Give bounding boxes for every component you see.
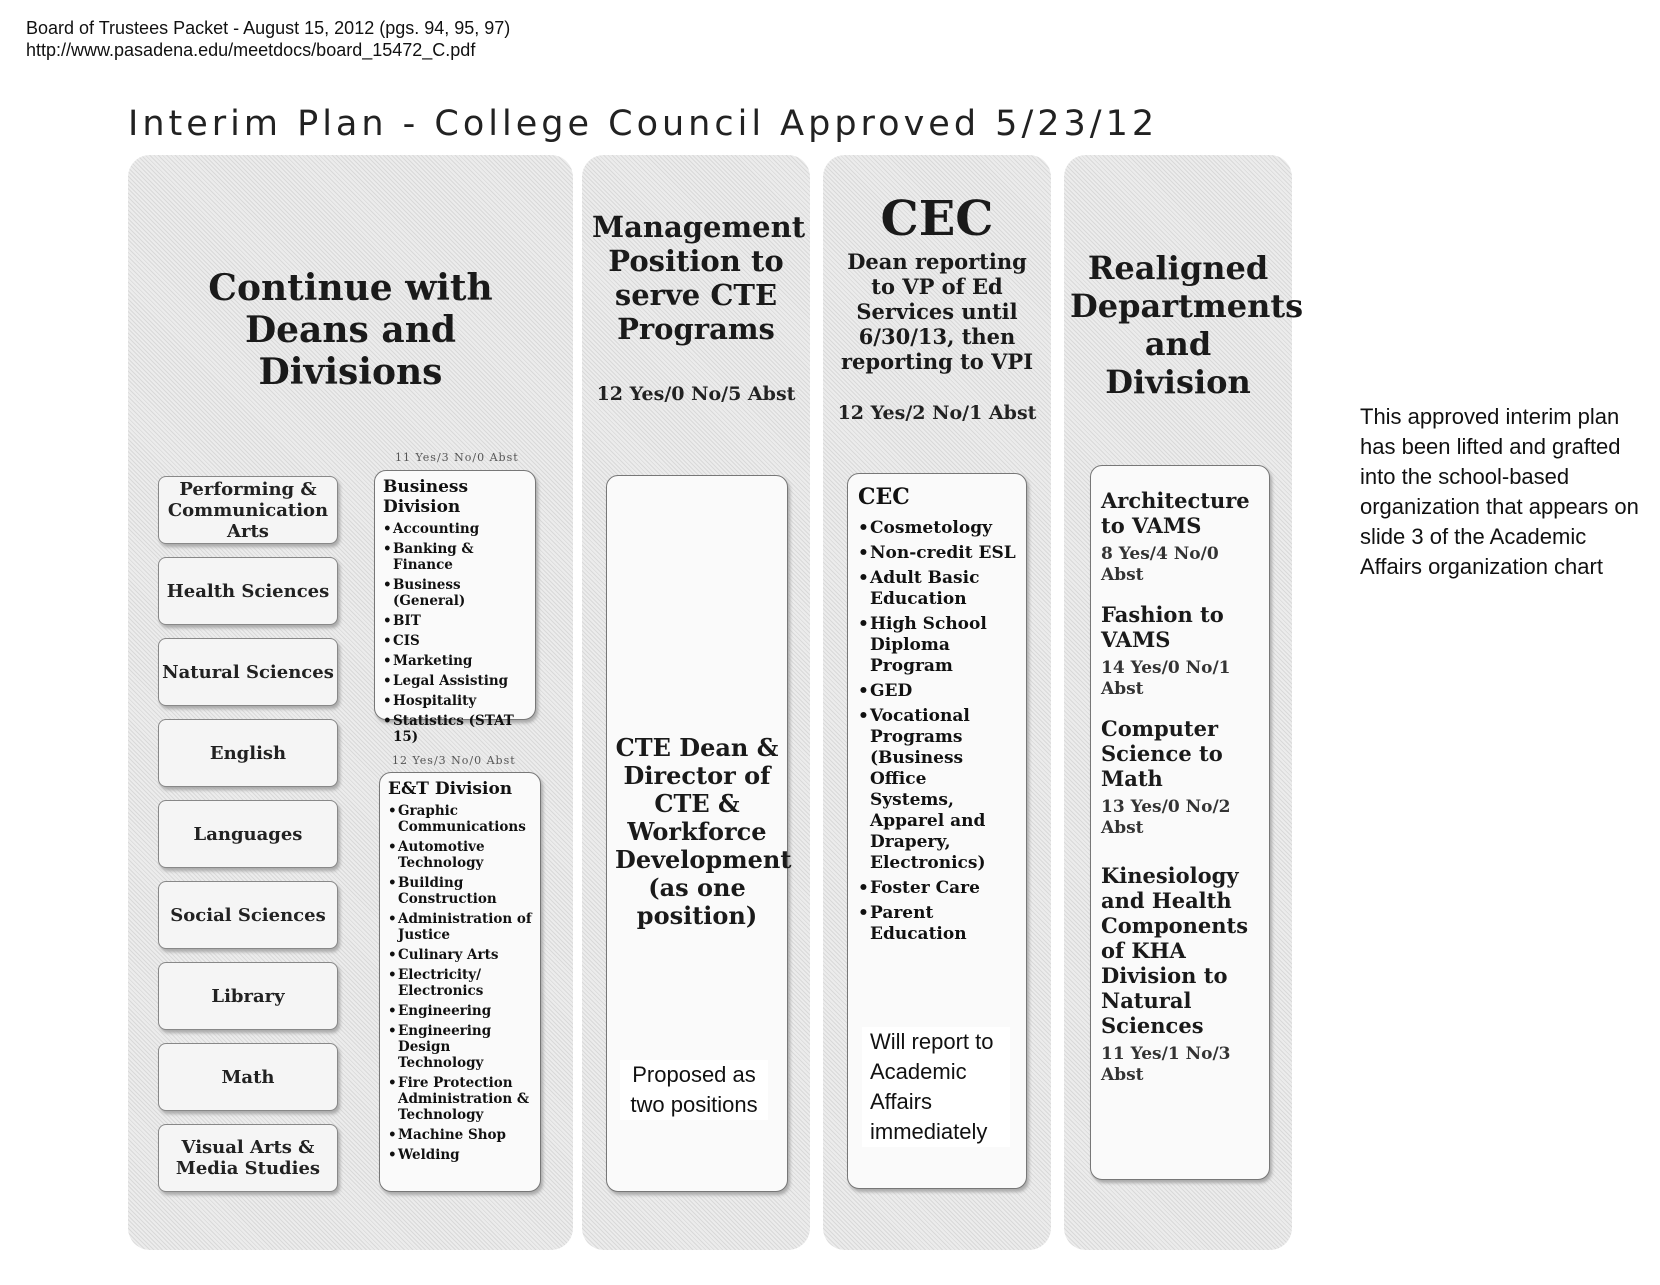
dept-box: Performing & Communication Arts bbox=[158, 476, 338, 544]
list-item: • Accounting bbox=[383, 521, 527, 537]
management-position-text: CTE Dean & Director of CTE & Workforce Development (as one position) bbox=[615, 733, 792, 930]
list-item: • Welding bbox=[388, 1147, 532, 1163]
list-item: • Legal Assisting bbox=[383, 673, 527, 689]
list-item: • CIS bbox=[383, 633, 527, 649]
et-division-vote: 12 Yes/3 No/0 Abst bbox=[392, 754, 516, 767]
list-item: • Culinary Arts bbox=[388, 947, 532, 963]
list-item: • Engineering bbox=[388, 1003, 532, 1019]
realigned-box bbox=[1090, 465, 1270, 1180]
cec-box-title: CEC bbox=[858, 484, 910, 510]
list-item bbox=[1101, 863, 1261, 1086]
dept-box: Math bbox=[158, 1043, 338, 1111]
column-title: Continue with Deans and Divisions bbox=[208, 267, 493, 393]
list-item bbox=[1101, 488, 1261, 586]
dept-box: Visual Arts & Media Studies bbox=[158, 1124, 338, 1192]
header-line-1: Board of Trustees Packet - August 15, 2012 (pgs. 94, 95, 97) bbox=[26, 18, 511, 38]
et-division-title: E&T Division bbox=[388, 779, 513, 799]
list-item bbox=[1101, 602, 1261, 700]
dept-box: English bbox=[158, 719, 338, 787]
list-item: • Parent Education bbox=[858, 903, 1016, 945]
dept-box: Library bbox=[158, 962, 338, 1030]
business-division-title: Business Division bbox=[383, 477, 469, 517]
realign-vote: 11 Yes/1 No/3 Abst bbox=[1101, 1044, 1231, 1085]
list-item: • Electricity/ Electronics bbox=[388, 967, 532, 999]
header-line-2: http://www.pasadena.edu/meetdocs/board_15472_C.pdf bbox=[26, 40, 476, 60]
list-item: • High School Diploma Program bbox=[858, 614, 1016, 677]
business-division-vote: 11 Yes/3 No/0 Abst bbox=[395, 451, 519, 464]
list-item: • Engineering Design Technology bbox=[388, 1023, 532, 1071]
list-item: • Fire Protection Administration & Technology bbox=[388, 1075, 532, 1123]
management-note: Proposed as two positions bbox=[620, 1060, 768, 1120]
realign-vote: 14 Yes/0 No/1 Abst bbox=[1101, 658, 1231, 699]
list-item: • Automotive Technology bbox=[388, 839, 532, 871]
realign-name: Computer Science to Math bbox=[1101, 716, 1223, 791]
list-item: • Marketing bbox=[383, 653, 527, 669]
management-vote: 12 Yes/0 No/5 Abst bbox=[596, 383, 796, 405]
et-division-box bbox=[379, 772, 541, 1192]
et-division-list bbox=[388, 803, 532, 1163]
business-division-list bbox=[383, 521, 527, 745]
list-item: • Vocational Programs (Business Office Systems, Apparel and Drapery, Electronics) bbox=[858, 706, 1016, 874]
dept-box: Social Sciences bbox=[158, 881, 338, 949]
dept-box: Natural Sciences bbox=[158, 638, 338, 706]
cec-subtitle: Dean reporting to VP of Ed Services until 6/30/13, then reporting to VPI bbox=[840, 249, 1034, 374]
column-title: Realigned Departments and Division bbox=[1070, 249, 1304, 401]
list-item: • Non-credit ESL bbox=[858, 543, 1016, 564]
realign-name: Architecture to VAMS bbox=[1101, 488, 1250, 538]
list-item: • Administration of Justice bbox=[388, 911, 532, 943]
list-item bbox=[1101, 716, 1261, 839]
side-note: This approved interim plan has been lifted and grafted into the school-based organization that appears on slide 3 of the Academic Affairs organization chart bbox=[1360, 404, 1639, 579]
list-item: • GED bbox=[858, 681, 1016, 702]
cec-big-title: CEC bbox=[880, 191, 994, 247]
slide-title: Interim Plan - College Council Approved 5/23/12 bbox=[128, 104, 1159, 144]
list-item: • Banking & Finance bbox=[383, 541, 527, 573]
realign-name: Kinesiology and Health Components of KHA Division to Natural Sciences bbox=[1101, 863, 1249, 1038]
list-item: • BIT bbox=[383, 613, 527, 629]
column-title: Management Position to serve CTE Programs bbox=[592, 210, 806, 346]
dept-box: Languages bbox=[158, 800, 338, 868]
cec-note: Will report to Academic Affairs immediately bbox=[862, 1027, 1010, 1147]
list-item: • Cosmetology bbox=[858, 518, 1016, 539]
list-item: • Adult Basic Education bbox=[858, 568, 1016, 610]
cec-program-list bbox=[858, 518, 1016, 945]
list-item: • Machine Shop bbox=[388, 1127, 532, 1143]
list-item: • Statistics (STAT 15) bbox=[383, 713, 527, 745]
realign-vote: 13 Yes/0 No/2 Abst bbox=[1101, 797, 1231, 838]
list-item: • Graphic Communications bbox=[388, 803, 532, 835]
list-item: • Hospitality bbox=[383, 693, 527, 709]
business-division-box bbox=[374, 470, 536, 745]
list-item: • Foster Care bbox=[858, 878, 1016, 899]
realign-name: Fashion to VAMS bbox=[1101, 602, 1224, 652]
realign-vote: 8 Yes/4 No/0 Abst bbox=[1101, 544, 1219, 585]
cec-vote: 12 Yes/2 No/1 Abst bbox=[837, 402, 1037, 424]
dept-box: Health Sciences bbox=[158, 557, 338, 625]
list-item: • Business (General) bbox=[383, 577, 527, 609]
list-item: • Building Construction bbox=[388, 875, 532, 907]
